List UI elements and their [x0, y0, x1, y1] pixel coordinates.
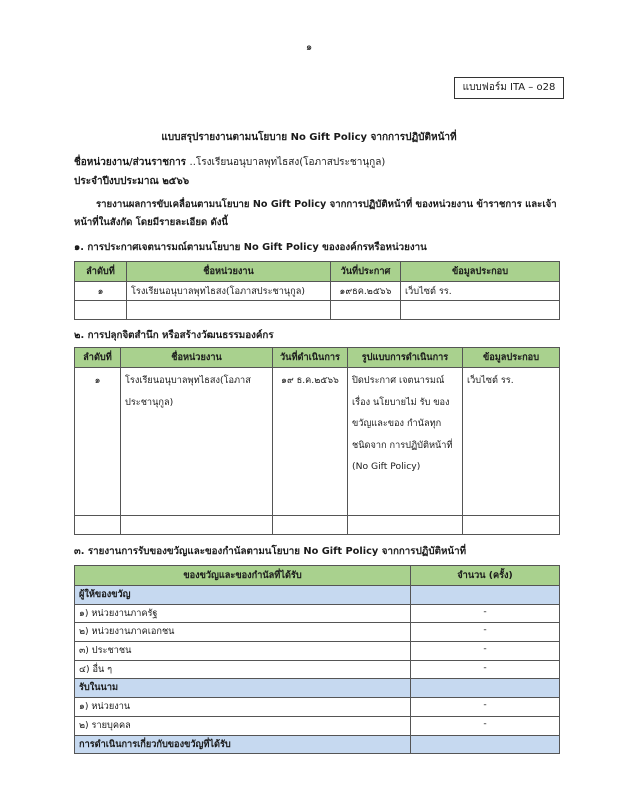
agency-label: ชื่อหน่วยงาน/ส่วนราชการ [74, 157, 187, 168]
table-cell [273, 516, 348, 535]
section3-heading: ๓. รายงานการรับของขวัญและของกำนัลตามนโยบาย No Gift Policy จากการปฏิบัติหน้าที่ [74, 546, 467, 557]
header-cell: ของขวัญและของกำนัลที่ได้รับ [75, 566, 411, 586]
table-cell: ๒) รายบุคคล [75, 716, 411, 735]
table-cell: โรงเรียนอนุบาลพุทไธสง(โอภาสประชานุกูล) [127, 282, 331, 301]
table-cell [121, 516, 273, 535]
form-code-box: แบบฟอร์ม ITA – o28 [454, 77, 564, 99]
group-label: การดำเนินการเกี่ยวกับของขวัญที่ได้รับ [75, 735, 411, 754]
group-label: รับในนาม [75, 679, 411, 698]
table-cell: ๑) หน่วยงานภาครัฐ [75, 604, 411, 623]
table-cell: ๑ [75, 368, 121, 516]
table-cell [463, 516, 560, 535]
table-row [75, 623, 560, 642]
table-header-row [75, 348, 560, 368]
table-cell [331, 301, 401, 320]
table-cell: ๑๙ธค.๒๕๖๖ [331, 282, 401, 301]
group-row-givers [75, 586, 560, 605]
table-row [75, 716, 560, 735]
fiscal-year: ประจำปีงบประมาณ ๒๕๖๖ [74, 176, 190, 187]
table-row [75, 698, 560, 717]
gift-report-table [74, 565, 560, 754]
agency-line [74, 155, 385, 170]
table-row [75, 642, 560, 661]
header-cell: ข้อมูลประกอบ [463, 348, 560, 368]
table-row [75, 301, 560, 320]
table-header-row [75, 566, 560, 586]
table-header-row [75, 262, 560, 282]
section2-heading: ๒. การปลุกจิตสำนึก หรือสร้างวัฒนธรรมองค์กร [74, 330, 274, 341]
table-cell: - [411, 660, 560, 679]
table-cell: โรงเรียนอนุบาลพุทไธสง(โอภาส ประชานุกูล) [121, 368, 273, 516]
table-cell: ๑) หน่วยงาน [75, 698, 411, 717]
intro-paragraph: รายงานผลการขับเคลื่อนตามนโยบาย No Gift Policy จากการปฏิบัติหน้าที่ ของหน่วยงาน ข้าราชการ และเจ้าหน้าที่ในสังกัด โดยมีรายละเอียด ดังนี้ [74, 199, 557, 228]
group-label: ผู้ให้ของขวัญ [75, 586, 411, 605]
table-cell: ๓) ประชาชน [75, 642, 411, 661]
group-row-received-as [75, 679, 560, 698]
table-cell: - [411, 698, 560, 717]
agency-value: ..โรงเรียนอนุบาลพุทไธสง(โอภาสประชานุกูล) [189, 157, 386, 168]
table-cell: เว็บไซต์ รร. [463, 368, 560, 516]
table-cell: - [411, 604, 560, 623]
table-cell [75, 301, 127, 320]
table-cell [75, 516, 121, 535]
header-cell: จำนวน (ครั้ง) [411, 566, 560, 586]
header-cell: วันที่ดำเนินการ [273, 348, 348, 368]
page-number: ๑ [305, 42, 313, 53]
group-cell [411, 679, 560, 698]
table-cell: - [411, 623, 560, 642]
table-cell: ๑ [75, 282, 127, 301]
table-row [75, 282, 560, 301]
table-cell: ๔) อื่น ๆ [75, 660, 411, 679]
announcement-table [74, 261, 560, 320]
table-row [75, 368, 560, 516]
table-cell: ปิดประกาศ เจตนารมณ์เรื่อง นโยบายไม่ รับ ของขวัญและของ กำนัลทุกชนิดจาก การปฏิบัติหน้าที่ (No Gift Policy) [348, 368, 463, 516]
header-cell: ชื่อหน่วยงาน [127, 262, 331, 282]
table-row [75, 604, 560, 623]
document-title: แบบสรุปรายงานตามนโยบาย No Gift Policy จากการปฏิบัติหน้าที่ [161, 132, 457, 143]
group-cell [411, 586, 560, 605]
table-cell [127, 301, 331, 320]
table-cell: - [411, 716, 560, 735]
awareness-table [74, 347, 560, 535]
table-cell: ๒) หน่วยงานภาคเอกชน [75, 623, 411, 642]
table-row [75, 660, 560, 679]
group-cell [411, 735, 560, 754]
header-cell: ข้อมูลประกอบ [401, 262, 560, 282]
table-row [75, 516, 560, 535]
table-cell: - [411, 642, 560, 661]
header-cell: ชื่อหน่วยงาน [121, 348, 273, 368]
table-cell [348, 516, 463, 535]
table-cell [401, 301, 560, 320]
section1-heading: ๑. การประกาศเจตนารมณ์ตามนโยบาย No Gift Policy ขององค์กรหรือหน่วยงาน [74, 242, 427, 253]
header-cell: วันที่ประกาศ [331, 262, 401, 282]
header-cell: ลำดับที่ [75, 348, 121, 368]
header-cell: รูปแบบการดำเนินการ [348, 348, 463, 368]
group-row-actions [75, 735, 560, 754]
table-cell: ๑๙ ธ.ค.๒๕๖๖ [273, 368, 348, 516]
header-cell: ลำดับที่ [75, 262, 127, 282]
table-cell: เว็บไซต์ รร. [401, 282, 560, 301]
